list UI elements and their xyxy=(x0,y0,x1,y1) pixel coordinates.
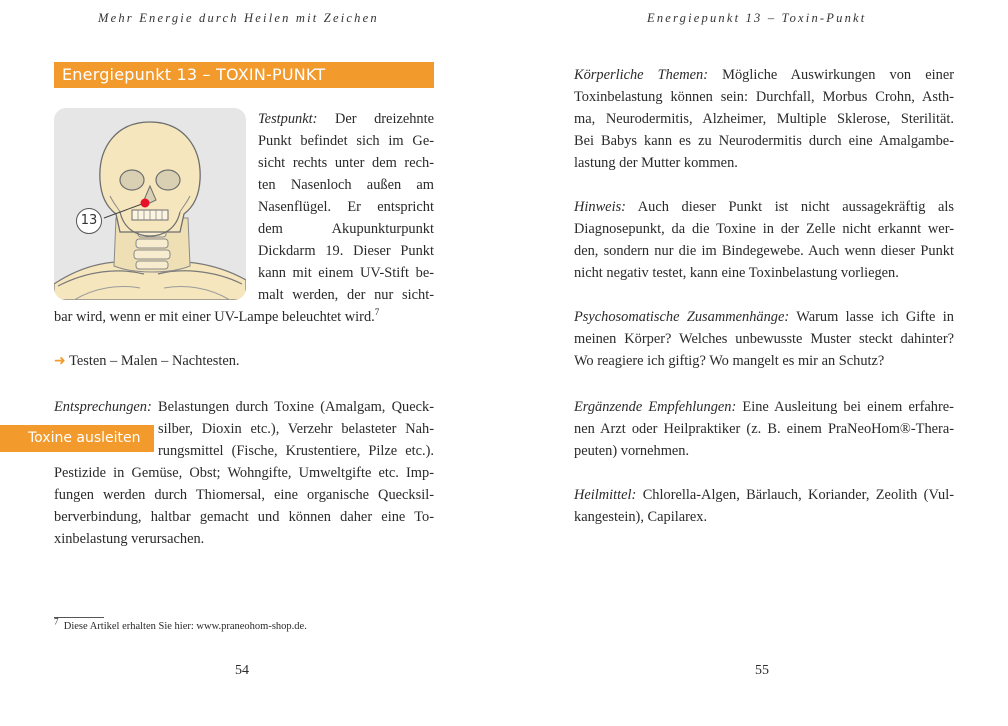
entsprechungen-line: Pestizide in Gemüse, Obst; Wohngifte, Umweltgifte etc. Imp- xyxy=(54,465,434,481)
section-label: Körperliche Themen: xyxy=(574,67,709,83)
running-head-left: Mehr Energie durch Heilen mit Zeichen xyxy=(98,11,379,25)
section-label: Ergänzende Empfehlungen: xyxy=(574,399,737,415)
arrow-right-icon: ➜ xyxy=(54,353,66,369)
paragraph-last-line: kangestein), Capilarex. xyxy=(574,509,708,525)
paragraph-line: Toxinbelastung können sein: Durchfall, Morbus Crohn, Asth- xyxy=(574,89,954,105)
testpunkt-line: malt werden, der nur sicht- xyxy=(258,287,434,303)
section-label: Heilmittel: xyxy=(574,487,637,503)
paragraph-line: meinen Körper? Welches unbewusste Muster steckt dahinter? xyxy=(574,331,954,347)
entsprechungen-line: silber, Dioxin etc.), Verzehr belasteter Nah- xyxy=(158,421,434,437)
paragraph-last-line: Wo reagiere ich giftig? Wo mangelt es mir an Schutz? xyxy=(574,353,885,369)
footnote-number: 7 xyxy=(54,616,59,627)
action-line xyxy=(54,350,240,372)
entsprechungen-last-line: xinbelastung verursachen. xyxy=(54,531,205,547)
testpunkt-line: sicht rechts unter dem rech- xyxy=(258,155,434,171)
testpunkt-line-1: Testpunkt: Der dreizehnte xyxy=(258,111,434,127)
paragraph-line: den, sondern nur die im Bindegewebe. Auch wenn dieser Punkt xyxy=(574,243,954,259)
page-number-right: 55 xyxy=(755,663,769,678)
section-label: Hinweis: xyxy=(574,199,626,215)
testpunkt-line: ten Nasenloch außen am xyxy=(258,177,434,193)
paragraph-line: Bei Babys kann es zu Neurodermitis durch eine Amalgambe- xyxy=(574,133,954,149)
action-text: Testen – Malen – Nachtesten. xyxy=(69,353,240,369)
skull-and-shoulders-figure xyxy=(54,108,246,300)
footnote-text: Diese Artikel erhalten Sie hier: www.praneohom-shop.de. xyxy=(63,621,307,632)
section-title: Energiepunkt 13 – TOXIN-PUNKT xyxy=(54,62,434,88)
paragraph-last-line: lastung der Mutter kommen. xyxy=(574,155,738,171)
paragraph-last-line: peuten) vornehmen. xyxy=(574,443,690,459)
footnote-rule xyxy=(54,617,104,618)
right-page: Energiepunkt 13 – Toxin-Punkt Körperliche Themen: Mögliche Auswirkungen von einer Toxinbelastung können sein: Durchfall, Morbus Crohn, Asth- ma, Neurodermitis, Alzheimer, Multiple Sklerose, Sterilität. Bei Babys kann es zu Neurodermitis durch eine Amalgambe- lastung der Mutter kommen. Hinweis: Auch dieser Punkt ist nicht aussagekräftig als Diagnosepunkt, da die Toxine in der Zelle nicht erkannt wer- den, sondern nur die im Bindegewebe. Auch wenn dieser Punkt nicht negativ testet, kann eine Toxinbelastung vorliegen. Psychosomatische Zusammenhänge: Warum lasse ich Gifte in meinen Körper? Welches unbewusste Muster steckt dahinter? Wo reagiere ich giftig? Wo mangelt es mir an Schutz? Ergänzende Empfehlungen: Eine Ausleitung bei einem erfahre- nen Arzt oder Heilpraktiker (z. B. einem PraNeoHom®-Thera- peuten) vornehmen. Heilmittel: Chlorella-Algen, Bärlauch, Koriander, Zeolith (Vul- kangestein), Capilarex. 55 xyxy=(574,11,954,678)
section-label: Psychosomatische Zusammenhänge: xyxy=(574,309,790,325)
point-number: 13 xyxy=(80,213,98,228)
paragraph-line: ma, Neurodermitis, Alzheimer, Multiple Sklerose, Sterilität. xyxy=(574,111,954,127)
testpunkt-last-line: bar wird, wenn er mit einer UV-Lampe beleuchtet wird.$^7$ xyxy=(54,307,380,325)
testpunkt-line: Dickdarm 19. Dieser Punkt xyxy=(258,243,434,259)
paragraph-last-line: nicht negativ testet, kann eine Toxinbelastung vorliegen. xyxy=(574,265,899,281)
acupoint-marker xyxy=(141,199,150,208)
footnote xyxy=(54,616,307,632)
entsprechungen-label: Entsprechungen: xyxy=(54,399,152,415)
paragraph-line: Diagnosepunkt, da die Toxine in der Zelle nicht erkannt wer- xyxy=(574,221,954,237)
entsprechungen-line: rungsmittel (Fische, Krustentiere, Pilze etc.). xyxy=(158,443,434,459)
testpunkt-line: kann mit einem UV-Stift be- xyxy=(258,265,434,281)
testpunkt-line: Nasenflügel. Er entspricht xyxy=(258,199,434,215)
entsprechungen-line: fungen werden durch Thiomersal, eine organische Quecksil- xyxy=(54,487,434,503)
testpunkt-label: Testpunkt: xyxy=(258,111,318,127)
point-label-circle xyxy=(76,208,102,234)
testpunkt-line: dem Akupunkturpunkt xyxy=(258,221,434,237)
page-number-left: 54 xyxy=(235,663,249,678)
footnote-ref[interactable]: 7 xyxy=(374,307,380,318)
entsprechungen-line-1: Entsprechungen: Belastungen durch Toxine (Amalgam, Queck- xyxy=(54,399,434,415)
skeleton-illustration xyxy=(54,108,246,300)
running-head-right: Energiepunkt 13 – Toxin-Punkt xyxy=(647,11,867,25)
side-tab-toxine-ausleiten[interactable]: Toxine ausleiten xyxy=(0,425,154,452)
testpunkt-line: Punkt befindet sich im Ge- xyxy=(258,133,434,149)
entsprechungen-line: berverbindung, haltbar gemacht und können daher eine To- xyxy=(54,509,434,525)
paragraph-line: nen Arzt oder Heilpraktiker (z. B. einem PraNeoHom®-Thera- xyxy=(574,421,954,437)
